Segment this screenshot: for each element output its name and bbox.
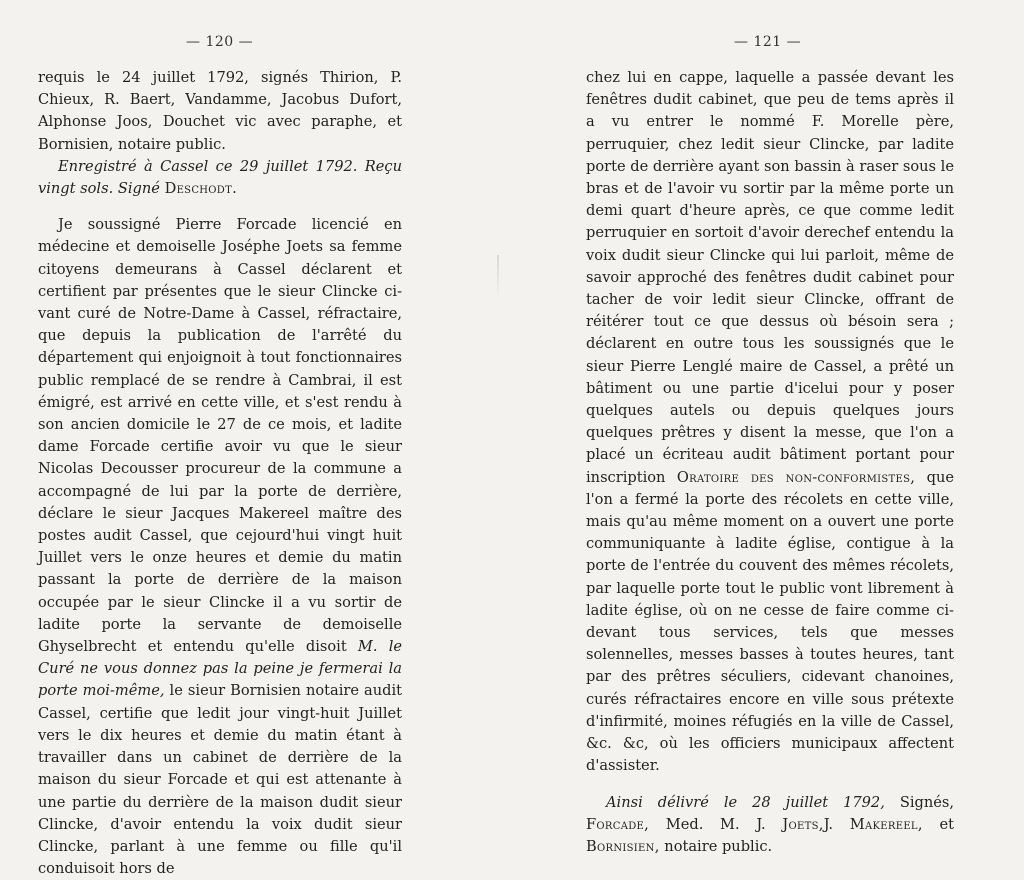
inscription-text: Oratoire des non-conformistes, <box>676 468 916 486</box>
page-body <box>586 67 954 858</box>
signatory-makereel: Makereel, <box>849 815 923 833</box>
signatures-conjunction: et <box>939 815 955 833</box>
signatory-forcade: Forcade, <box>586 815 650 833</box>
page-number: — 121 — <box>734 34 802 50</box>
paragraph-continuation <box>586 67 954 778</box>
declaration-text-continued: le sieur Bornisien notaire audit Cassel, certifie que ledit jour vingt-huit Juillet vers le dix heures et demie du matin étant à travailler dans un cabinet de derrière de la maison du sieur Forcade et qui est attenante à une partie du derrière de la maison dudit sieur Clincke, d'avoir entendu la voix dudit sieur Clincke, parlant à une femme ou fille qu'il conduisoit hors de <box>38 682 403 878</box>
declaration-text: Je soussigné Pierre Forcade licencié en médecine et demoiselle Joséphe Joets sa femme citoyens demeurans à Cassel déclarent et certifient par présentes que le sieur Clincke ci-vant curé de Notre-Dame à Cassel, réfractaire, que depuis la publication de l'arrêté du département qui enjoignoit à tout fonctionnaires public remplacé de se rendre à Cambrai, il est émigré, est arrivé en cette ville, et s'est rendu à son ancien domicile le 27 de ce mois, et ladite dame Forcade certifie avoir vu que le sieur Nicolas Decousser procureur de la commune a accompagné de lui par la porte de derrière, déclare le sieur Jacques Makereel maître des postes audit Cassel, que cejourd'hui vingt huit Juillet vers le onze heures et demie du matin passant la porte de derrière de la maison occupée par le sieur Clincke il a vu sortir de ladite porte la servante de demoiselle Ghyselbrecht et entendu qu'elle disoit <box>38 216 402 656</box>
signatures-role: notaire public. <box>664 837 773 855</box>
signatory-bornisien: Bornisien, <box>586 837 660 855</box>
registration-text: Enregistré à Cassel ce 29 juillet 1792. Reçu vingt sols. Signé <box>38 157 402 198</box>
paragraph-registration <box>38 156 402 200</box>
signatures-label: Signés, <box>899 793 954 811</box>
paragraph-signatures <box>586 792 954 859</box>
page-121 <box>512 0 1024 855</box>
delivery-note: Ainsi délivré le 28 juillet 1792, <box>606 793 885 811</box>
page-120 <box>0 0 512 878</box>
signatures-initial: J. <box>823 815 834 833</box>
signatory-name: Deschodt. <box>164 180 238 198</box>
gutter-mark <box>497 255 499 295</box>
page-body <box>38 67 402 880</box>
signatures-text: Med. M. J. <box>665 815 766 833</box>
paragraph-declaration <box>38 214 402 880</box>
continuation-text-end: que l'on a fermé la porte des récolets en cette ville, mais qu'au même moment on a ouvert une porte communiquante à ladite église, contigue à la porte de l'entrée du couvent des mêmes récolets, par laquelle porte tout le public vont librement à ladite église, où on ne cesse de faire comme ci-devant tous services, tels que messes solennelles, messes basses à toutes heures, tant par des prêtres séculiers, cidevant chanoines, curés réfractaires encore en ville sous prétexte d'infirmité, moines réfugiés en la ville de Cassel, &c. &c, où les officiers municipaux affectent d'assister. <box>586 468 955 775</box>
signatory-joets: Joets, <box>782 815 824 833</box>
continuation-text: chez lui en cappe, laquelle a passée devant les fenêtres dudit cabinet, que peu de tems après il a vu entrer le nommé F. Morelle père, perruquier, chez ledit sieur Clincke, par ladite porte de derrière ayant son bassin à raser sous le bras et de l'avoir vu sortir par la même porte un demi quart d'heure après, ce que comme ledit perruquier en sortoit d'avoir derechef entendu la voix dudit sieur Clincke qui lui parloit, même de savoir approché des fenêtres dudit cabinet pour tacher de voir ledit sieur Clincke, offrant de réitérer tout ce que dessus où bésoin sera ; déclarent en outre tous les soussignés que le sieur Pierre Lenglé maire de Cassel, a prêté un bâtiment ou une partie d'icelui pour y poser quelques autels ou depuis quelques jours quelques prêtres y disent la messe, que l'on a placé un écriteau audit bâtiment portant pour inscription <box>586 69 954 486</box>
quoted-speech: M. le Curé ne vous donnez pas la peine je fermerai la porte moi-même, <box>38 638 403 700</box>
page-number: — 120 — <box>186 34 254 50</box>
paragraph: requis le 24 juillet 1792, signés Thirion, P. Chieux, R. Baert, Vandamme, Jacobus Dufort, Alphonse Joos, Douchet vic avec paraphe, et Bornisien, notaire public. <box>38 69 402 153</box>
